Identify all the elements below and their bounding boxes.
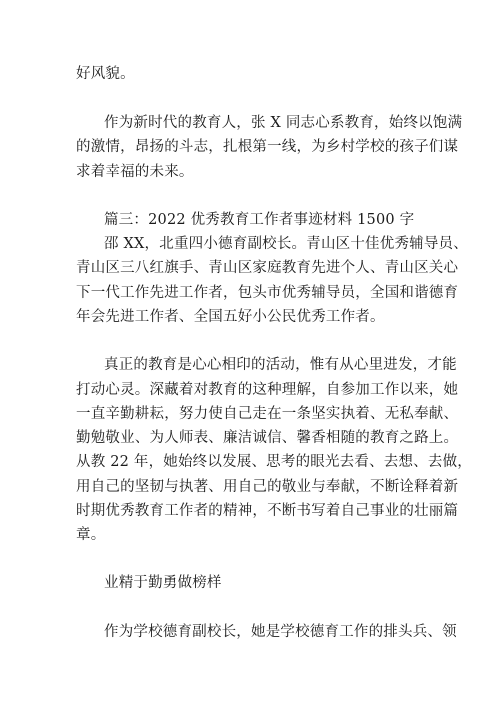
text-line: 从教 22 年，她始终以发展、思考的眼光去看、去想、去做， — [76, 454, 472, 470]
text-line: 时期优秀教育工作者的精神，不断书写着自己事业的壮丽篇 — [76, 503, 459, 519]
section-heading: 篇三：2022 优秀教育工作者事迹材料 1500 字 — [104, 212, 415, 228]
text-line: 章。 — [76, 527, 106, 543]
text-line: 作为新时代的教育人，张 X 同志心系教育，始终以饱满 — [104, 115, 463, 131]
text-line: 一直辛勤耕耘，努力使自己走在一条坚实执着、无私奉献、 — [76, 406, 459, 422]
text-line: 真正的教育是心心相印的活动，惟有从心里进发，才能 — [104, 357, 457, 373]
text-line: 青山区三八红旗手、青山区家庭教育先进个人、青山区关心 — [76, 260, 459, 276]
text-line: 用自己的坚韧与执著、用自己的敬业与奉献，不断诠释着新 — [76, 479, 459, 495]
text-line: 打动心灵。深藏着对教育的这种理解，自参加工作以来，她 — [76, 382, 459, 398]
text-line: 勤勉敬业、为人师表、廉洁诚信、馨香相随的教育之路上。 — [76, 430, 459, 446]
text-line: 邵 XX，北重四小德育副校长。青山区十佳优秀辅导员、 — [104, 236, 468, 252]
text-line: 年会先进工作者、全国五好小公民优秀工作者。 — [76, 309, 385, 325]
text-line: 求着幸福的未来。 — [76, 164, 194, 180]
text-line: 好风貌。 — [76, 66, 135, 82]
subsection-heading: 业精于勤勇做榜样 — [104, 575, 222, 591]
text-line: 的激情，昂扬的斗志，扎根第一线，为乡村学校的孩子们谋 — [76, 139, 459, 155]
text-line: 下一代工作先进工作者，包头市优秀辅导员，全国和谐德育 — [76, 285, 459, 301]
text-line: 作为学校德育副校长，她是学校德育工作的排头兵、领 — [104, 624, 457, 640]
